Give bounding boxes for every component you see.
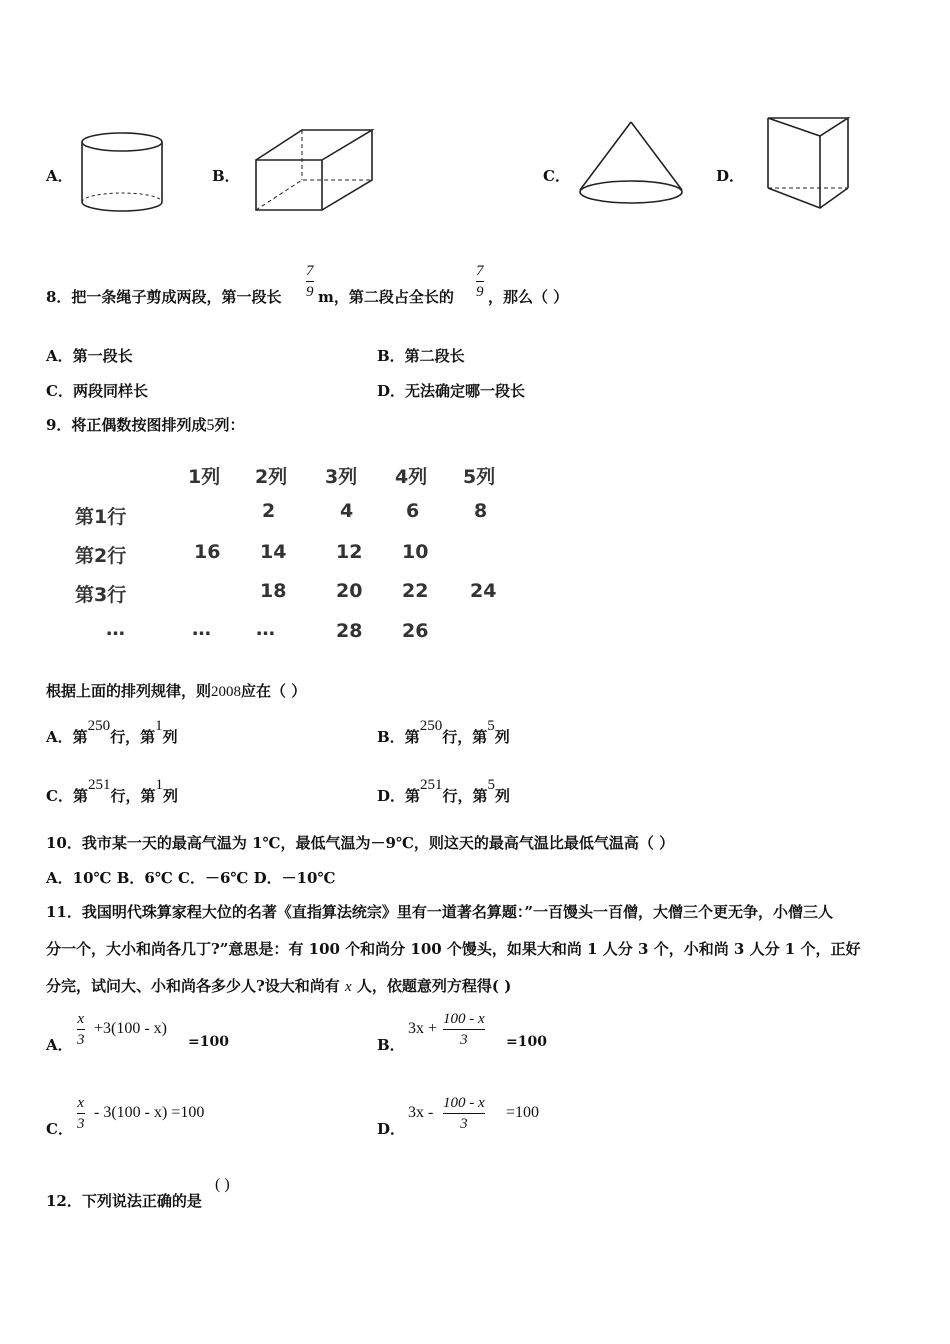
q11-option-d-equals: =100 [506,1104,540,1121]
q11-option-c-expression: - 3(100 - x) =100 [94,1104,205,1121]
table-header: 2列 [255,466,288,488]
q10-text: 10．我市某一天的最高气温为 1℃，最低气温为－9℃，则这天的最高气温比最低气温高（ ） [46,834,675,852]
q11-option-c-label: C． [46,1120,73,1138]
q11-option-a-label: A． [46,1036,73,1054]
table-cell: 6 [406,500,420,522]
q8-suffix: ，那么（ ） [488,288,569,306]
table-header: 1列 [188,466,221,488]
q8-option-a: A．第一段长 [46,347,133,365]
q12-paren: ( ) [215,1176,230,1193]
q8-option-b: B．第二段长 [377,347,465,365]
q11-option-a-fraction: x 3 [77,1011,85,1048]
q7-option-a-label: A． [46,167,73,185]
q11-option-c-fraction: x 3 [77,1095,85,1132]
q11-option-d-fraction: 100 - x 3 [443,1095,485,1132]
q8-option-d: D．无法确定哪一段长 [377,382,526,400]
q8-fraction-1: 7 9 [306,263,314,300]
table-cell: 20 [336,580,363,602]
q11-option-b-equals: =100 [506,1034,547,1050]
q11-option-b-label: B． [377,1036,405,1054]
table-row-label: 第2行 [75,545,127,567]
cone-figure [576,118,688,210]
q9-question: 根据上面的排列规律，则2008应在（ ） [46,682,307,700]
q9-option-a: A．第250行，第1列 [46,718,178,746]
table-row-label: 第3行 [75,584,127,606]
table-cell: 14 [260,541,287,563]
table-cell: 26 [402,620,429,642]
table-cell: 24 [470,580,497,602]
q11-line-3: 分完，试问大、小和尚各多少人?设大和尚有 x 人，依题意列方程得( ) [46,977,512,995]
table-row-label: … [106,618,125,640]
q7-option-d-label: D． [716,167,745,185]
table-header: 3列 [325,466,358,488]
q11-line-1: 11．我国明代珠算家程大位的名著《直指算法统宗》里有一道著名算题：”一百馒头一百僧，大僧三个更无争，小僧三人 [46,903,834,921]
cuboid-figure [250,126,380,216]
q12-text: 12．下列说法正确的是 [46,1192,202,1210]
q11-option-d-label: D． [377,1120,406,1138]
q8-fraction-2: 7 9 [476,263,484,300]
table-cell: 18 [260,580,287,602]
q9-option-c: C．第251行，第1列 [46,777,178,805]
q8-unit-text: m，第二段占全长的 [318,288,454,306]
table-cell: 2 [262,500,276,522]
table-cell: 4 [340,500,354,522]
table-cell: 8 [474,500,488,522]
table-cell: … [256,618,275,640]
q10-options: A．10℃ B．6℃ C．－6℃ D．－10℃ [46,869,336,887]
table-cell: 22 [402,580,429,602]
q11-option-b-fraction: 100 - x 3 [443,1011,485,1048]
cylinder-figure [80,130,166,216]
table-header: 5列 [463,466,496,488]
q11-option-a-equals: =100 [188,1034,229,1050]
table-cell: 28 [336,620,363,642]
table-cell: … [192,618,211,640]
q11-option-a-expression: +3(100 - x) [94,1020,168,1037]
q11-line-2: 分一个，大小和尚各几丁?”意思是：有 100 个和尚分 100 个馒头，如果大和尚 1 人分 3 个，小和尚 3 人分 1 个，正好 [46,940,861,958]
q8-option-c: C．两段同样长 [46,382,148,400]
q8-prefix: 8．把一条绳子剪成两段，第一段长 [46,288,282,306]
q11-option-d-prefix: 3x - [408,1104,434,1121]
q11-option-b-prefix: 3x + [408,1020,438,1037]
q9-option-d: D．第251行，第5列 [377,777,511,805]
table-cell: 10 [402,541,429,563]
triangular-prism-figure [764,114,854,214]
table-cell: 16 [194,541,221,563]
table-cell: 12 [336,541,363,563]
q9-option-b: B．第250行，第5列 [377,718,510,746]
q7-option-b-label: B． [212,167,240,185]
table-header: 4列 [395,466,428,488]
q9-prefix: 9．将正偶数按图排列成5列： [46,416,245,434]
table-row-label: 第1行 [75,506,127,528]
q7-option-c-label: C． [543,167,570,185]
